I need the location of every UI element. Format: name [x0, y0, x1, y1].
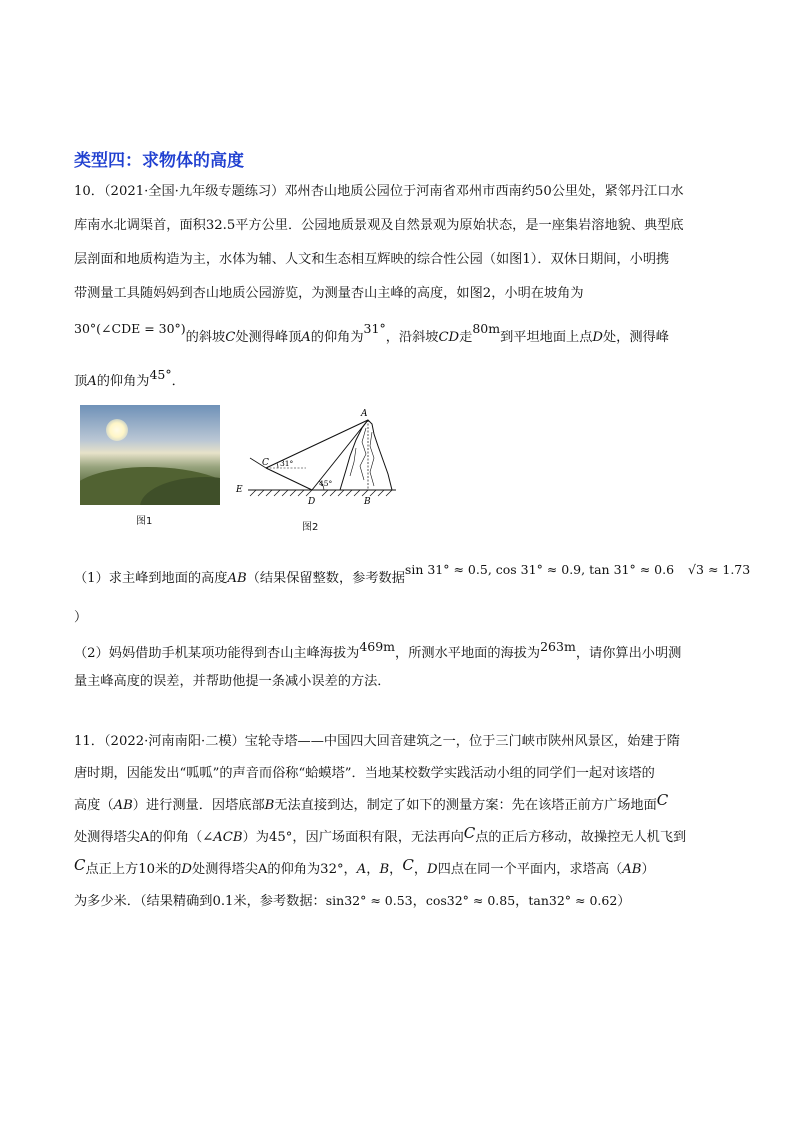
figure-2-caption: 图2: [302, 522, 319, 533]
label-angle-31: 31°: [280, 459, 294, 468]
reference-data: sin 31° ≈ 0.5, cos 31° ≈ 0.9, tan 31° ≈ 0.6: [404, 562, 675, 577]
figure-2-diagram: [228, 398, 408, 516]
mountain-shading: [350, 428, 374, 486]
label-b: B: [364, 497, 371, 507]
q10-sub1-close: ）: [74, 610, 88, 625]
label-e: E: [236, 485, 243, 495]
q11-line-2: 唐时期，因能发出“呱呱”的声音而俗称“蛤蟆塔”．当地某校数学实践活动小组的同学们一起对该塔的: [74, 766, 655, 781]
q10-sub2-line2: 量主峰高度的误差，并帮助他提一条减小误差的方法．: [74, 674, 391, 689]
q10-sub1: （1）求主峰到地面的高度AB（结果保留整数，参考数据sin 31° ≈ 0.5, cos 31° ≈ 0.9, tan 31° ≈ 0.6 √3 ≈ 1.73: [74, 562, 751, 586]
sun-glow: [106, 419, 128, 441]
figure-1-caption: 图1: [136, 516, 153, 527]
mountain-outline: [340, 420, 392, 490]
q10-line-3: 层剖面和地质构造为主，水体为辅、人文和生态相互辉映的综合性公园（如图1）．双休日期间，小明携: [74, 252, 670, 267]
label-angle-45: 45°: [319, 479, 333, 488]
q10-sub2: （2）妈妈借助手机某项功能得到杏山主峰海拔为469m，所测水平地面的海拔为263m，请你算出小明测: [74, 639, 682, 661]
label-d: D: [308, 497, 316, 507]
slope-cd: [266, 468, 312, 490]
q11-line-1: 11．（2022·河南南阳·二模）宝轮寺塔——中国四大回音建筑之一，位于三门峡市陕州风景区，始建于隋: [74, 734, 680, 749]
q11-line-4: 处测得塔尖A的仰角（∠ACB）为45°，因广场面积有限，无法再向C点的正后方移动，故操控无人机飞到: [74, 824, 687, 845]
figure-1-photo: [80, 405, 220, 505]
section-title: 类型四：求物体的高度: [74, 151, 244, 171]
ground-hatching: [250, 490, 392, 496]
q10-line-6: 顶A的仰角为45°．: [74, 367, 185, 389]
label-a: A: [361, 409, 368, 419]
q10-line-1: 10．（2021·全国·九年级专题练习）邓州杏山地质公园位于河南省邓州市西南约50公里处，紧邻丹江口水: [74, 184, 684, 199]
angle-arc-31: [277, 463, 278, 468]
q10-line-2: 库南水北调渠首，面积32.5平方公里．公园地质景观及自然景观为原始状态，是一座集岩溶地貌、典型底: [74, 218, 684, 233]
q11-line-3: 高度（AB）进行测量．因塔底部B无法直接到达，制定了如下的测量方案：先在该塔正前方广场地面C: [74, 791, 669, 813]
q10-line-5: 30°(∠CDE = 30°)的斜坡C处测得峰顶A的仰角为31°，沿斜坡CD走80m到平坦地面上点D处，测得峰: [74, 321, 669, 345]
q11-line-6: 为多少米．（结果精确到0.1米，参考数据：sin32° ≈ 0.53，cos32° ≈ 0.85，tan32° ≈ 0.62）: [74, 893, 631, 909]
q10-line-4: 带测量工具随妈妈到杏山地质公园游览，为测量杏山主峰的高度，如图2，小明在坡角为: [74, 286, 584, 301]
label-c: C: [262, 458, 269, 468]
q11-line-5: C点正上方10米的D处测得塔尖A的仰角为32°，A，B，C，D四点在同一个平面内，求塔高（AB）: [74, 856, 655, 877]
slope-angle-expression: 30°(∠CDE = 30°): [74, 321, 186, 336]
